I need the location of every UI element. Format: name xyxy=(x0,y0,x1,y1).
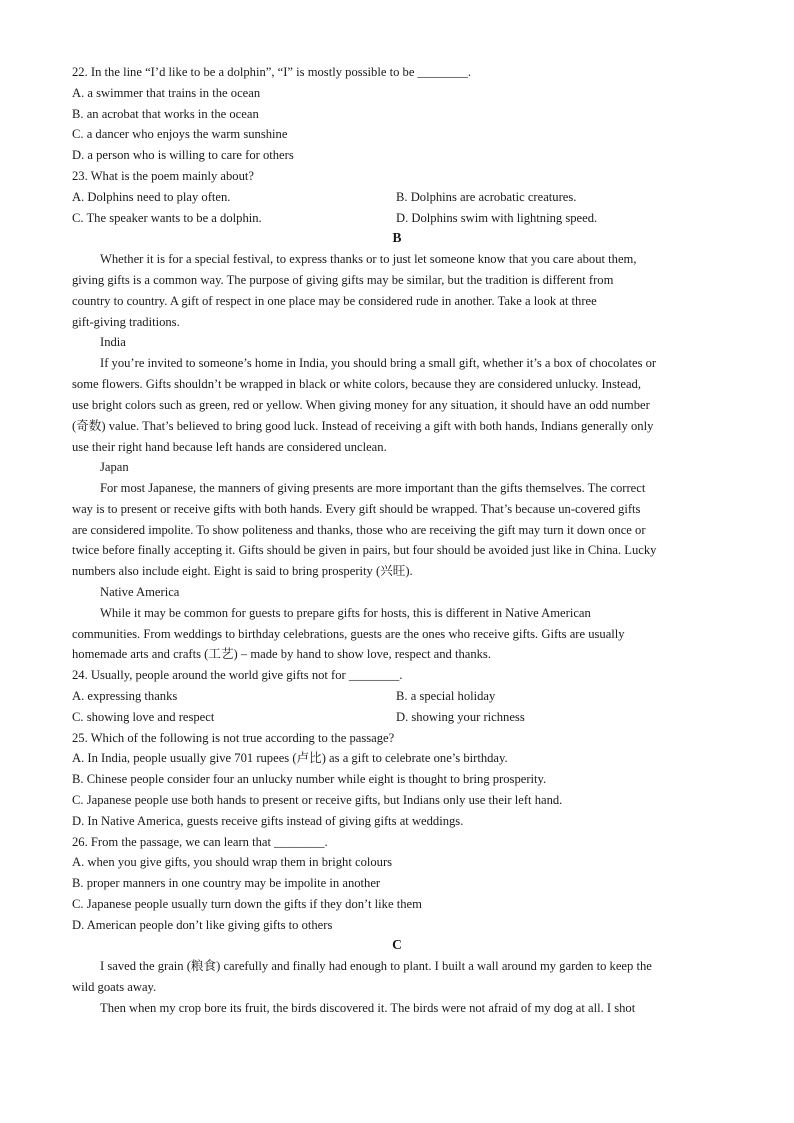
question-26-stem: 26. From the passage, we can learn that ________. xyxy=(72,835,328,849)
india-paragraph-line: (奇数) value. That’s believed to bring good luck. Instead of receiving a gift with both hands, Indians generally only xyxy=(72,419,654,433)
native-america-paragraph-line: communities. From weddings to birthday celebrations, guests are the ones who receive gifts. Gifts are usually xyxy=(72,627,625,641)
question-23-stem: 23. What is the poem mainly about? xyxy=(72,169,254,183)
india-paragraph-line: use their right hand because left hands are considered unclean. xyxy=(72,440,387,454)
question-24-option-d: D. showing your richness xyxy=(396,710,525,724)
question-26-option-a: A. when you give gifts, you should wrap them in bright colours xyxy=(72,855,393,869)
question-23-option-d: D. Dolphins swim with lightning speed. xyxy=(396,211,598,225)
question-22-option-d: D. a person who is willing to care for others xyxy=(72,148,294,162)
question-26-option-b: B. proper manners in one country may be impolite in another xyxy=(72,876,381,890)
question-23-option-c: C. The speaker wants to be a dolphin. xyxy=(72,211,262,225)
passage-c-paragraph-line: wild goats away. xyxy=(72,980,157,994)
passage-b-intro-line: Whether it is for a special festival, to express thanks or to just let someone know that you care about them, xyxy=(100,252,637,266)
question-25-option-c: C. Japanese people use both hands to present or receive gifts, but Indians only use their left hand. xyxy=(72,793,563,807)
question-24-option-c: C. showing love and respect xyxy=(72,710,215,724)
passage-b-intro-line: giving gifts is a common way. The purpose of giving gifts may be similar, but the tradition is different from xyxy=(72,273,614,287)
passage-c-paragraph-line: I saved the grain (粮食) carefully and finally had enough to plant. I built a wall around my garden to keep the xyxy=(100,959,652,973)
japan-paragraph-line: are considered impolite. To show politeness and thanks, those who are receiving the gift may turn it down once or xyxy=(72,523,646,537)
question-26-option-c: C. Japanese people usually turn down the gifts if they don’t like them xyxy=(72,897,422,911)
native-america-subheading: Native America xyxy=(100,585,180,599)
question-22-option-c: C. a dancer who enjoys the warm sunshine xyxy=(72,127,288,141)
question-25-option-a: A. In India, people usually give 701 rupees (卢比) as a gift to celebrate one’s birthday. xyxy=(72,751,508,765)
question-23-option-a: A. Dolphins need to play often. xyxy=(72,190,231,204)
question-25-option-d: D. In Native America, guests receive gifts instead of giving gifts at weddings. xyxy=(72,814,464,828)
japan-subheading: Japan xyxy=(100,460,129,474)
section-b-heading: B xyxy=(392,230,402,245)
question-26-option-d: D. American people don’t like giving gifts to others xyxy=(72,918,333,932)
question-24-stem: 24. Usually, people around the world give gifts not for ________. xyxy=(72,668,403,682)
question-22-option-b: B. an acrobat that works in the ocean xyxy=(72,107,259,121)
passage-b-intro-line: country to country. A gift of respect in one place may be considered rude in another. Take a look at three xyxy=(72,294,597,308)
japan-paragraph-line: twice before finally accepting it. Gifts should be given in pairs, but four should be avoided just like in China. Lucky xyxy=(72,543,657,557)
india-paragraph-line: some flowers. Gifts shouldn’t be wrapped in black or white colors, because they are considered unlucky. Instead, xyxy=(72,377,641,391)
japan-paragraph-line: numbers also include eight. Eight is said to bring prosperity (兴旺). xyxy=(72,564,413,578)
india-paragraph-line: If you’re invited to someone’s home in India, you should bring a small gift, whether it’s a box of chocolates or xyxy=(100,356,657,370)
passage-b-intro-line: gift-giving traditions. xyxy=(72,315,180,329)
question-22-option-a: A. a swimmer that trains in the ocean xyxy=(72,86,261,100)
native-america-paragraph-line: homemade arts and crafts (工艺) – made by hand to show love, respect and thanks. xyxy=(72,647,491,661)
india-paragraph-line: use bright colors such as green, red or yellow. When giving money for any situation, it should have an odd number xyxy=(72,398,650,412)
native-america-paragraph-line: While it may be common for guests to prepare gifts for hosts, this is different in Native American xyxy=(100,606,591,620)
question-22-stem: 22. In the line “I’d like to be a dolphin”, “I” is mostly possible to be ________. xyxy=(72,65,472,79)
passage-c-paragraph-line: Then when my crop bore its fruit, the birds discovered it. The birds were not afraid of my dog at all. I shot xyxy=(100,1001,636,1015)
question-25-stem: 25. Which of the following is not true according to the passage? xyxy=(72,731,395,745)
japan-paragraph-line: For most Japanese, the manners of giving presents are more important than the gifts themselves. The correct xyxy=(100,481,646,495)
question-25-option-b: B. Chinese people consider four an unlucky number while eight is thought to bring prosperity. xyxy=(72,772,547,786)
japan-paragraph-line: way is to present or receive gifts with both hands. Every gift should be wrapped. That’s because un-covered gifts xyxy=(72,502,641,516)
section-c-heading: C xyxy=(392,937,402,952)
question-24-option-b: B. a special holiday xyxy=(396,689,496,703)
india-subheading: India xyxy=(100,335,126,349)
question-23-option-b: B. Dolphins are acrobatic creatures. xyxy=(396,190,577,204)
question-24-option-a: A. expressing thanks xyxy=(72,689,178,703)
